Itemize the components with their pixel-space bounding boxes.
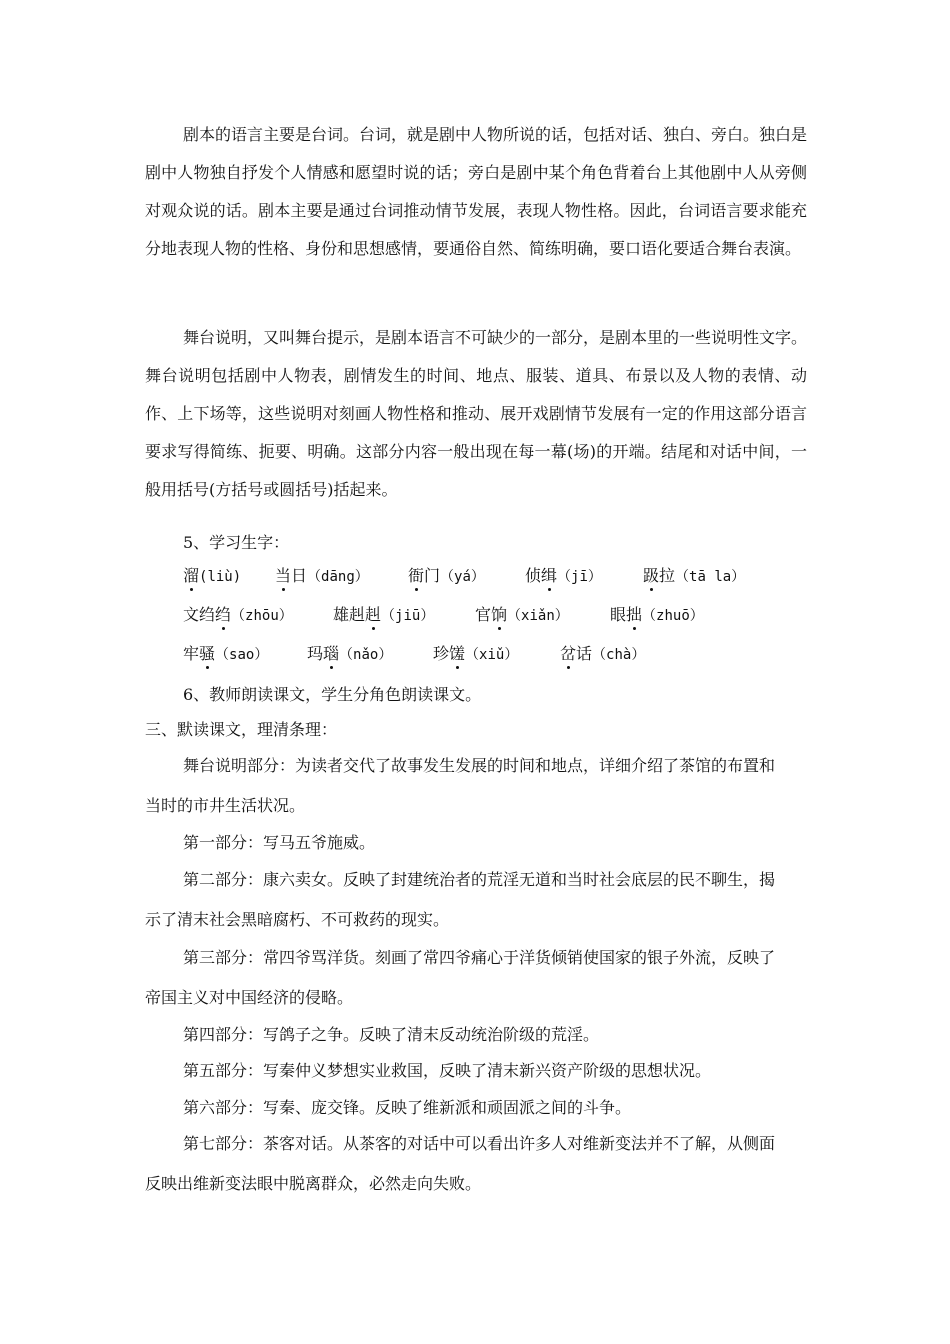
vocab-item [275,563,369,586]
vocab-item [475,602,569,625]
vocab-item [307,641,392,664]
vocab-pinyin: （tā la） [675,569,746,585]
part-5: 第五部分：写秦仲义梦想实业救国，反映了清末新兴资产阶级的思想状况。 [183,1061,712,1080]
vocab-pinyin: （zhōu） [231,608,293,624]
part-3-line-1: 第三部分：常四爷骂洋货。刻画了常四爷痛心于洋货倾销使国家的银子外流，反映了 [183,948,776,967]
paragraph-dialogue [145,116,807,268]
vocab-char-dotted: 拙 [626,602,642,625]
vocab-char: 文绉 [183,605,216,624]
vocab-char-dotted: 岔 [560,641,576,664]
vocab-char-dotted: 绉 [215,602,231,625]
vocab-char-dotted: 当 [275,563,291,586]
part-2-line-1: 第二部分：康六卖女。反映了封建统治者的荒淫无道和当时社会底层的民不聊生，揭 [183,870,776,889]
vocab-char: 门 [424,566,441,585]
vocab-char: 侦 [525,566,542,585]
stage-part-line-1: 舞台说明部分：为读者交代了故事发生发展的时间和地点，详细介绍了茶馆的布置和 [183,756,776,775]
vocab-char: 眼 [610,605,627,624]
vocab-char-dotted: 饷 [491,602,507,625]
item-6: 6、教师朗读课文，学生分角色朗读课文。 [183,685,482,704]
paragraph-stage-directions [145,319,807,509]
vocab-pinyin: （zhuō） [642,608,704,624]
vocab-item [643,563,745,586]
vocab-char: 官 [475,605,492,624]
vocab-item [183,641,268,664]
vocab-pinyin: （xiǔ） [465,647,519,663]
vocab-item [408,563,485,586]
vocab-item [183,602,293,625]
vocab-char-dotted: 馐 [449,641,465,664]
vocab-item [183,563,241,586]
vocab-char-dotted: 瑙 [323,641,339,664]
part-6: 第六部分：写秦、庞交锋。反映了维新派和顽固派之间的斗争。 [183,1098,632,1117]
vocab-char-dotted: 骚 [199,641,215,664]
vocab-char-dotted: 赳 [365,602,381,625]
part-7-line-2: 反映出维新变法眼中脱离群众，必然走向失败。 [145,1174,482,1193]
vocab-item [610,602,704,625]
vocab-pinyin: （jī） [557,569,602,585]
paragraph-text: 剧本的语言主要是台词。台词，就是剧中人物所说的话，包括对话、独白、旁白。独白是剧中人物独自抒发个人情感和愿望时说的话；旁白是剧中某个角色背着台上其他剧中人从旁侧对观众说的话。剧本主要是通过台词推动情节发展，表现人物性格。因此，台词语言要求能充分地表现人物的性格、身份和思想感情，要通俗自然、简练明确，要口语化要适合舞台表演。 [145,125,808,258]
vocab-pinyin: （nǎo） [339,647,393,663]
vocab-pinyin: （xiǎn） [507,608,569,624]
vocab-pinyin: （jiū） [381,608,435,624]
vocab-pinyin: (liù) [199,569,242,585]
vocab-char: 雄赳 [333,605,366,624]
vocab-char-dotted: 趿 [643,563,659,586]
part-7-line-1: 第七部分：茶客对话。从茶客的对话中可以看出许多人对维新变法并不了解，从侧面 [183,1134,776,1153]
vocab-char-dotted: 缉 [541,563,557,586]
vocab-char-dotted: 溜 [183,563,199,586]
vocab-char: 拉 [659,566,676,585]
vocab-pinyin: （dāng） [307,569,369,585]
part-4: 第四部分：写鸽子之争。反映了清末反动统治阶级的荒淫。 [183,1025,600,1044]
vocab-pinyin: （sao） [215,647,269,663]
vocab-char: 牢 [183,644,200,663]
vocab-item [560,641,645,664]
part-1: 第一部分：写马五爷施威。 [183,833,376,852]
vocab-item [333,602,434,625]
vocab-char: 话 [576,644,593,663]
vocab-char: 日 [291,566,308,585]
vocab-char-dotted: 衙 [408,563,424,586]
vocab-item [433,641,518,664]
vocab-char: 玛 [307,644,324,663]
vocab-item [525,563,602,586]
part-2-line-2: 示了清末社会黑暗腐朽、不可救药的现实。 [145,910,450,929]
paragraph-text: 舞台说明，又叫舞台提示，是剧本语言不可缺少的一部分，是剧本里的一些说明性文字。舞台说明包括剧中人物表，剧情发生的时间、地点、服装、道具、布景以及人物的表情、动作、上下场等，这些说明对刻画人物性格和推动、展开戏剧情节发展有一定的作用这部分语言要求写得简练、扼要、明确。这部分内容一般出现在每一幕(场)的开端。结尾和对话中间，一般用括号(方括号或圆括号)括起来。 [145,328,808,499]
vocab-char: 珍 [433,644,450,663]
item-5-heading: 5、学习生字： [183,533,290,552]
vocab-pinyin: （chà） [592,647,646,663]
part-3-line-2: 帝国主义对中国经济的侵略。 [145,988,354,1007]
stage-part-line-2: 当时的市井生活状况。 [145,796,306,815]
vocab-pinyin: （yá） [440,569,485,585]
section-3-heading: 三、默读课文，理清条理： [145,720,338,739]
